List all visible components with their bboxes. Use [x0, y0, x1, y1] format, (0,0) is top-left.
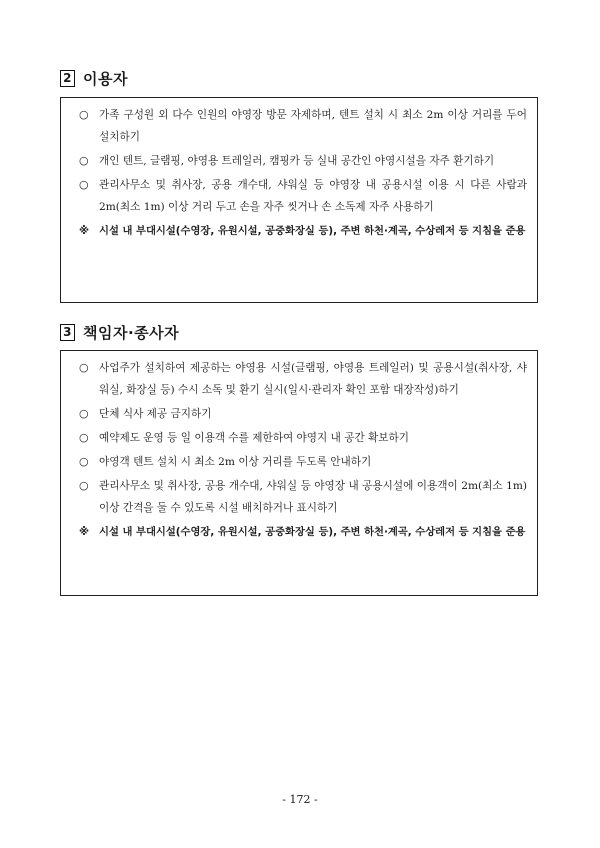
bullet-icon: ○ [79, 407, 89, 420]
section-number-box: 2 [60, 70, 75, 87]
list-item [79, 104, 527, 148]
bullet-icon: ○ [79, 108, 89, 121]
list-item-text: 예약제도 운영 등 일 이용객 수를 제한하여 야영지 내 공간 확보하기 [99, 432, 409, 444]
bullet-icon: ○ [79, 178, 89, 191]
note-mark-icon: ※ [79, 526, 90, 538]
section-2-heading [60, 68, 128, 89]
note-mark-icon: ※ [79, 225, 90, 237]
list-item [79, 403, 527, 425]
note-text: 시설 내 부대시설(수영장, 유원시설, 공중화장실 등), 주변 하천·계곡, 수상레저 등 지침을 준용 [99, 225, 526, 237]
list-item-text: 야영객 텐트 설치 시 최소 2m 이상 거리를 두도록 안내하기 [99, 456, 372, 468]
bullet-icon: ○ [79, 479, 89, 492]
list-item-text: 관리사무소 및 취사장, 공용 개수대, 샤워실 등 야영장 내 공용시설 이용 시 다른 사람과 2m(최소 1m) 이상 거리 두고 손을 자주 씻거나 손 소독제 자주 사용하기 [99, 179, 527, 213]
section-title: 책임자·종사자 [83, 324, 180, 342]
list-item [79, 475, 527, 519]
note [79, 220, 527, 242]
page-number: - 172 - [282, 793, 318, 806]
section-number-box: 3 [60, 324, 75, 341]
list-item-text: 단체 식사 제공 금지하기 [99, 408, 212, 420]
section-2-box [60, 97, 538, 303]
section-title: 이용자 [83, 70, 128, 88]
note [79, 521, 527, 543]
bullet-icon: ○ [79, 361, 89, 374]
bullet-icon: ○ [79, 431, 89, 444]
list-item-text: 관리사무소 및 취사장, 공용 개수대, 샤워실 등 야영장 내 공용시설에 이용객이 2m(최소 1m) 이상 간격을 둘 수 있도록 시설 배치하거나 표시하기 [99, 480, 527, 514]
list-item-text: 가족 구성원 외 다수 인원의 야영장 방문 자제하며, 텐트 설치 시 최소 2m 이상 거리를 두어 설치하기 [99, 109, 527, 143]
list-item [79, 174, 527, 218]
list-item [79, 150, 527, 172]
section-3-box [60, 350, 538, 596]
list-item [79, 427, 527, 449]
list-item [79, 451, 527, 473]
list-item-text: 사업주가 설치하여 제공하는 야영용 시설(글램핑, 야영용 트레일러) 및 공용시설(취사장, 샤워실, 화장실 등) 수시 소독 및 환기 실시(일시·관리자 확인 포함 대장작성)하기 [99, 362, 527, 396]
list-item-text: 개인 텐트, 글램핑, 야영용 트레일러, 캠핑카 등 실내 공간인 야영시설을 자주 환기하기 [99, 155, 495, 167]
list-item [79, 357, 527, 401]
bullet-icon: ○ [79, 154, 89, 167]
note-text: 시설 내 부대시설(수영장, 유원시설, 공중화장실 등), 주변 하천·계곡, 수상레저 등 지침을 준용 [99, 526, 526, 538]
bullet-icon: ○ [79, 455, 89, 468]
section-3-heading [60, 322, 179, 343]
